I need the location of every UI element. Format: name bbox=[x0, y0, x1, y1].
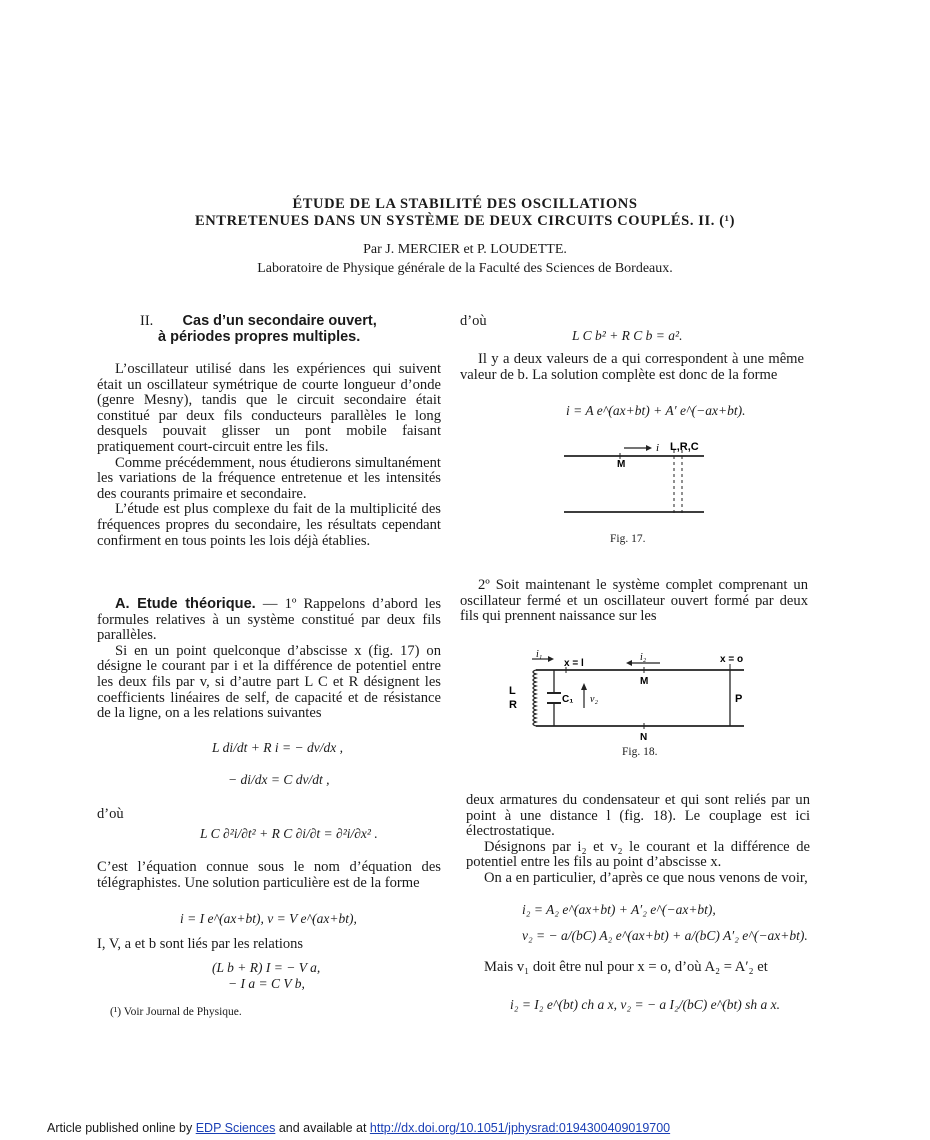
left-paragraph-A bbox=[97, 597, 441, 644]
right-equation-2: i = A e^(ax+bt) + A′ e^(−ax+bt). bbox=[566, 403, 746, 418]
fig18-v2-arrow-head bbox=[581, 683, 587, 690]
right-equation-3: i₂ = A₂ e^(ax+bt) + A′₂ e^(−ax+bt), bbox=[522, 902, 716, 917]
right-final-text bbox=[466, 960, 810, 976]
fig18-label-i1: i₁ bbox=[536, 649, 543, 660]
left-equation-4: i = I e^(ax+bt), v = V e^(ax+bt), bbox=[180, 911, 357, 926]
left-paragraph-3: L’étude est plus complexe du fait de la multiplicité des fréquences propres du secondaire, les résultats cependant confirment en tous points les lois déjà établies. bbox=[97, 501, 441, 549]
fig18-label-l: L bbox=[509, 685, 516, 697]
fig18-i1-arrow-head bbox=[548, 656, 554, 662]
left-intro-text bbox=[97, 362, 441, 549]
fig18-caption: Fig. 18. bbox=[622, 746, 658, 758]
footer-middle: and available at bbox=[275, 1121, 370, 1135]
left-equation-2: − di/dx = C dv/dt , bbox=[228, 772, 330, 787]
left-paragraph-6: I, V, a et b sont liés par les relations bbox=[97, 936, 304, 952]
right-paragraph-3: deux armatures du condensateur et qui sont reliés par un point à une distance l (fig. 18). Le couplage est ici électrostatique. bbox=[466, 792, 810, 840]
section-heading bbox=[140, 313, 377, 330]
right-paragraph-5: On a en particulier, d’après ce que nous venons de voir, bbox=[484, 869, 808, 886]
fig18-label-v2: v₂ bbox=[590, 694, 598, 705]
right-paragraph-6: Mais v₁ doit être nul pour x = o, d’où A₂ = A′₂ et bbox=[484, 959, 768, 975]
left-telegraph-text bbox=[97, 860, 441, 891]
fig18-label-p: P bbox=[735, 693, 743, 705]
left-paragraph-5: C’est l’équation connue sous le nom d’équation des télégraphistes. Une solution particulière est de la forme bbox=[97, 859, 441, 891]
section-title-line-1: Cas d’un secondaire ouvert, bbox=[182, 313, 377, 329]
footer bbox=[47, 1121, 670, 1135]
left-equation-3: L C ∂²i/∂t² + R C ∂i/∂t = ∂²i/∂x² . bbox=[200, 826, 378, 841]
footnote: (¹) Voir Journal de Physique. bbox=[110, 1006, 242, 1018]
theory-label: A. Etude théorique. bbox=[115, 596, 256, 612]
fig18-label-x0: x = o bbox=[720, 654, 744, 665]
section-number: II. bbox=[140, 313, 154, 329]
fig17-label-lrc: L,R,C bbox=[670, 441, 699, 453]
figure-18 bbox=[504, 648, 754, 742]
authors: Par J. MERCIER et P. LOUDETTE. bbox=[363, 242, 567, 257]
left-paragraph-1: L’oscillateur utilisé dans les expériences qui suivent était un oscillateur symétrique de courte longueur d’onde (genre Mesny), tandis que le circuit secondaire était constitué par deux fils conducteurs parallèles le long desquels pouvait glisser un pont mobile faisant pratiquement court-circuit entre les fils. bbox=[97, 361, 441, 455]
fig18-label-i2: i₂ bbox=[640, 652, 647, 663]
left-equation-1: L di/dt + R i = − dv/dx , bbox=[212, 740, 343, 755]
footer-prefix: Article published online by bbox=[47, 1121, 196, 1135]
left-equation-6: − I a = C V b, bbox=[228, 976, 305, 991]
left-paragraph-2: Comme précédemment, nous étudierons simultanément les variations de la fréquence entretenue et les intensités des courants primaire et secondaire. bbox=[97, 454, 441, 502]
fig17-label-i: i bbox=[656, 442, 660, 454]
right-equation-4: v₂ = − a/(bC) A₂ e^(ax+bt) + a/(bC) A′₂ e^(−ax+bt). bbox=[522, 928, 808, 943]
title-line-2: ENTRETENUES DANS UN SYSTÈME DE DEUX CIRCUITS COUPLÉS. II. (¹) bbox=[194, 213, 736, 229]
fig18-i2-arrow-head bbox=[626, 660, 632, 666]
right-system-text bbox=[460, 578, 808, 625]
fig17-arrow-head bbox=[646, 445, 652, 451]
right-coupling-text bbox=[466, 793, 810, 887]
fig18-label-r: R bbox=[509, 699, 517, 711]
section-title-line-2: à périodes propres multiples. bbox=[158, 329, 361, 345]
right-solution-text bbox=[460, 352, 804, 383]
right-equation-5: i₂ = I₂ e^(bt) ch a x, v₂ = − a I₂/(bC) e^(bt) sh a x. bbox=[510, 997, 781, 1012]
affiliation: Laboratoire de Physique générale de la Faculté des Sciences de Bordeaux. bbox=[257, 261, 673, 276]
doi-link[interactable]: http://dx.doi.org/10.1051/jphysrad:0194300409019700 bbox=[369, 1121, 671, 1135]
left-dou: d’où bbox=[97, 806, 124, 822]
theory-text: — 1º Rappelons d’abord les formules relatives à un système constitué par deux fils parallèles. bbox=[97, 596, 442, 644]
title-line-1: ÉTUDE DE LA STABILITÉ DES OSCILLATIONS bbox=[292, 196, 638, 212]
right-equation-1: L C b² + R C b = a². bbox=[572, 328, 683, 343]
right-paragraph-1: Il y a deux valeurs de a qui correspondent à une même valeur de b. La solution complète est donc de la forme bbox=[460, 351, 804, 383]
right-dou: d’où bbox=[460, 313, 487, 329]
fig18-coil bbox=[533, 670, 536, 726]
fig18-label-xl: x = l bbox=[564, 658, 584, 669]
publisher-link[interactable]: EDP Sciences bbox=[195, 1121, 276, 1135]
right-paragraph-2: 2º Soit maintenant le système complet comprenant un oscillateur fermé et un oscillateur ouvert formé par deux fils qui prennent naissance sur les bbox=[460, 577, 808, 625]
left-theory-text bbox=[97, 597, 441, 722]
left-equation-5: (L b + R) I = − V a, bbox=[212, 960, 321, 975]
fig17-label-m: M bbox=[617, 459, 626, 470]
fig17-caption: Fig. 17. bbox=[610, 533, 646, 545]
left-paragraph-4: Si en un point quelconque d’abscisse x (fig. 17) on désigne le courant par i et la différence de potentiel entre les deux fils par v, si d’autre part L C et R désignent les coefficients linéaires de self, de capacité et de résistance de la ligne, on a les relations suivantes bbox=[97, 642, 441, 722]
right-paragraph-4: Désignons par i₂ et v₂ le courant et la différence de potentiel entre les fils au point d’abscisse x. bbox=[466, 838, 810, 871]
fig18-label-c1: C₁ bbox=[562, 694, 574, 705]
figure-17 bbox=[558, 436, 708, 526]
fig18-label-m: M bbox=[640, 676, 649, 687]
fig18-label-n: N bbox=[640, 732, 648, 742]
